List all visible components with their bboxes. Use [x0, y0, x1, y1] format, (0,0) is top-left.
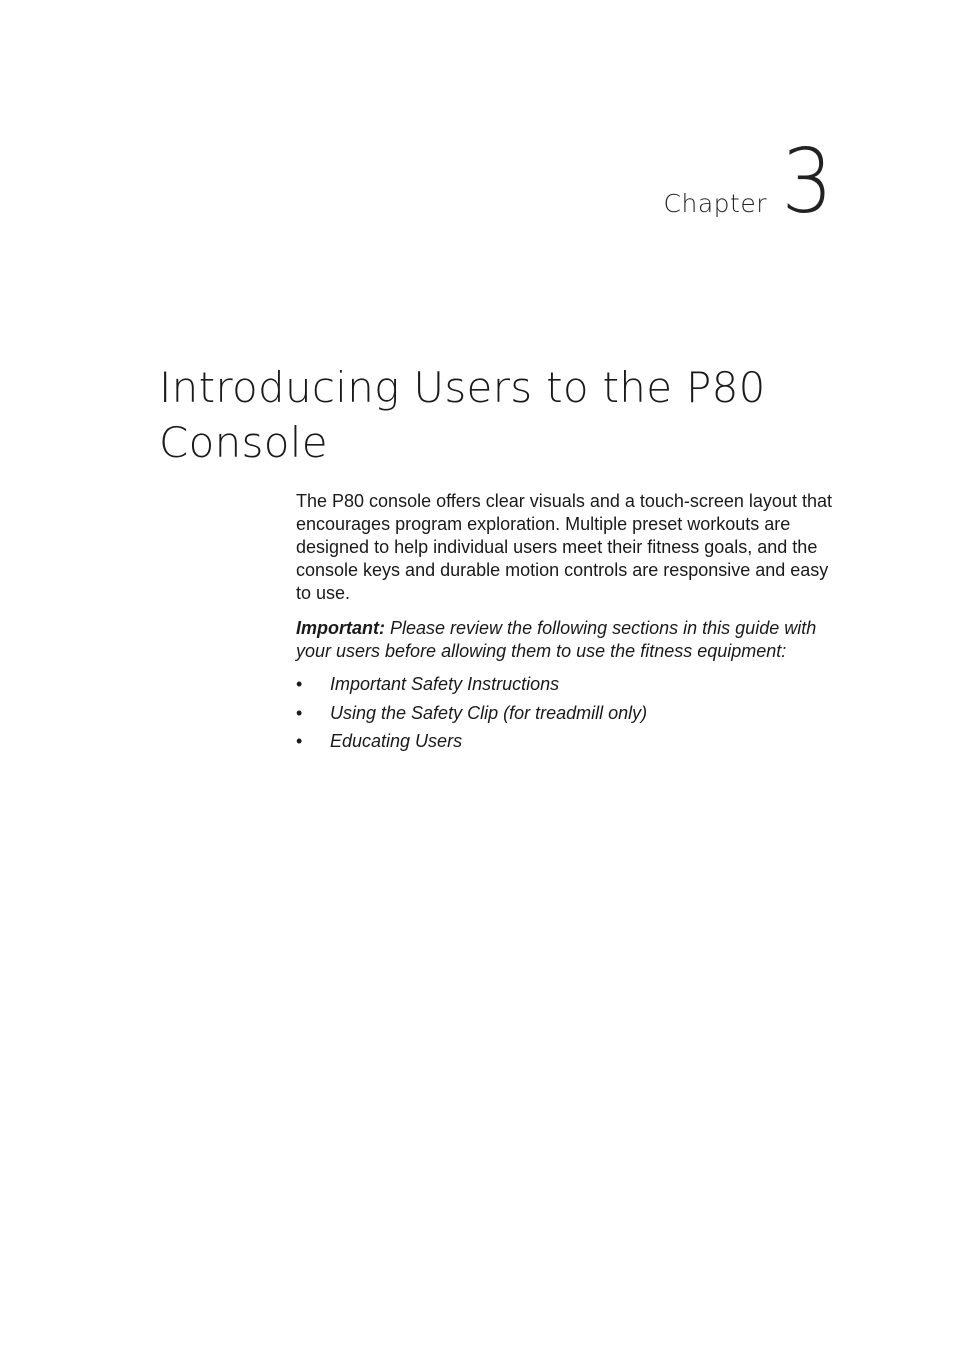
section-link-safety-clip[interactable]: Using the Safety Clip (for treadmill only): [330, 702, 648, 723]
list-item: [296, 673, 836, 696]
important-label: Important:: [296, 618, 385, 638]
important-note: [296, 617, 836, 663]
bullet-icon: •: [296, 674, 303, 694]
bullet-icon: •: [296, 702, 303, 723]
section-link-educating-users[interactable]: Educating Users: [330, 731, 463, 751]
list-item: [296, 730, 836, 753]
bullet-icon: •: [296, 731, 303, 751]
section-list: [296, 673, 836, 753]
chapter-body: [296, 490, 836, 759]
chapter-label: Chapter: [663, 189, 767, 218]
chapter-number: 3: [781, 130, 833, 233]
chapter-heading: [663, 130, 833, 233]
important-text: Please review the following sections in this guide with your users before allowing them to use the fitness equipment:: [296, 618, 817, 661]
intro-paragraph: The P80 console offers clear visuals and a touch-screen layout that encourages program exploration. Multiple preset workouts are designed to help individual users meet their fitness goals, and the console keys and durable motion controls are responsive and easy to use.: [296, 491, 832, 603]
list-item: [296, 702, 836, 725]
section-link-safety-instructions[interactable]: Important Safety Instructions: [330, 674, 560, 694]
page-title: Introducing Users to the P80 Console: [159, 363, 766, 467]
